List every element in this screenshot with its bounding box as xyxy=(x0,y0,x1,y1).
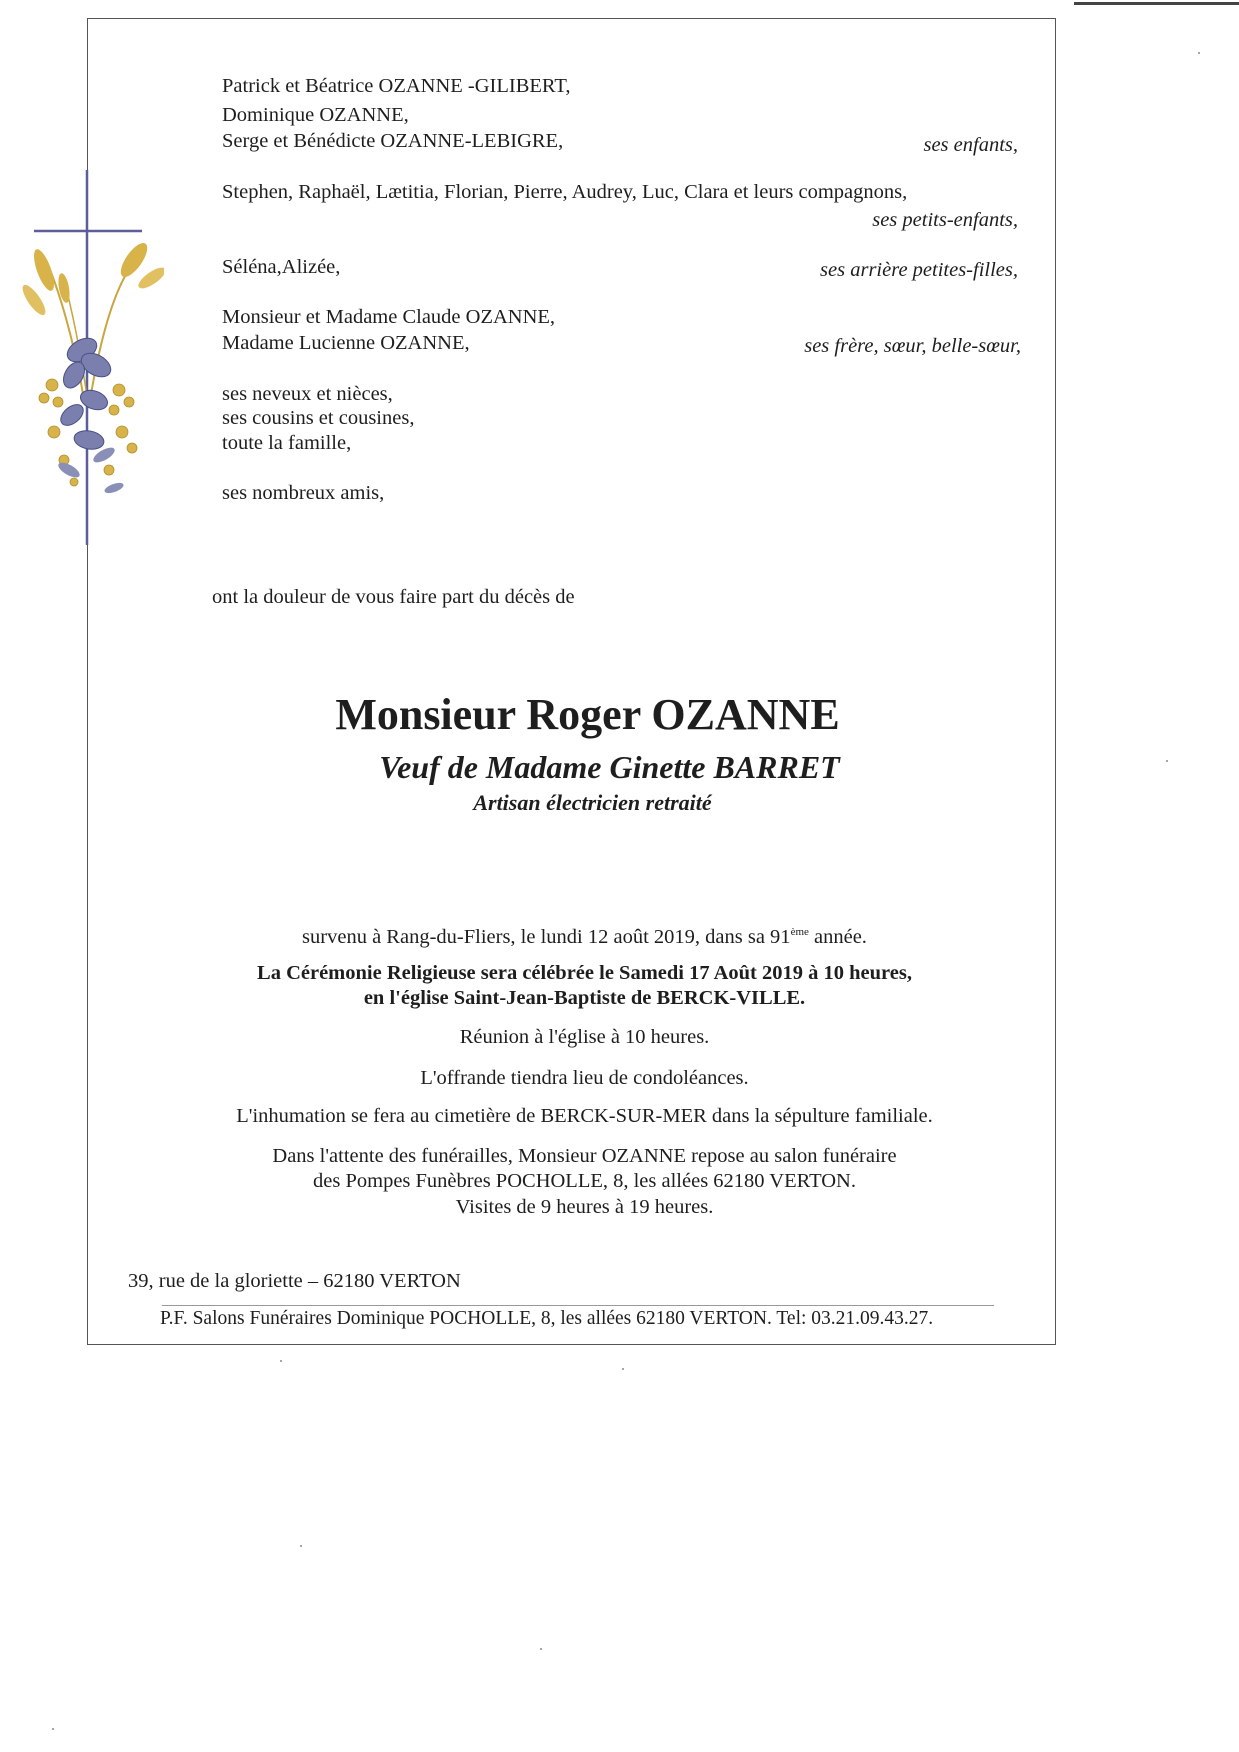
occupation: Artisan électricien retraité xyxy=(473,790,712,815)
child-2: Dominique OZANNE, xyxy=(222,104,409,126)
relation-grandchildren: ses petits-enfants, xyxy=(872,209,1018,231)
ceremony-line-2: en l'église Saint-Jean-Baptiste de BERCK-VILLE. xyxy=(363,987,806,1009)
sibling-2: Madame Lucienne OZANNE, xyxy=(222,332,470,354)
top-edge-line xyxy=(1074,2,1239,5)
cross-with-wheat-and-flowers-icon xyxy=(14,170,164,550)
offering-info: L'offrande tiendra lieu de condoléances. xyxy=(420,1067,749,1089)
scan-speck xyxy=(280,1360,282,1362)
scan-speck xyxy=(622,1368,624,1370)
other-3: toute la famille, xyxy=(222,432,352,454)
ordinal-sup: ème xyxy=(790,926,809,938)
scan-speck xyxy=(1198,52,1200,54)
burial-info: L'inhumation se fera au cimetière de BERCK-SUR-MER dans la sépulture familiale. xyxy=(236,1105,933,1127)
viewing-line-3: Visites de 9 heures à 19 heures. xyxy=(455,1196,714,1218)
widow-of: Veuf de Madame Ginette BARRET xyxy=(379,749,840,785)
footer-funeral-home: P.F. Salons Funéraires Dominique POCHOLLE, 8, les allées 62180 VERTON. Tel: 03.21.09.43.27. xyxy=(160,1308,934,1329)
scan-speck xyxy=(540,1648,542,1650)
child-3: Serge et Bénédicte OZANNE-LEBIGRE, xyxy=(222,130,564,152)
child-1: Patrick et Béatrice OZANNE -GILIBERT, xyxy=(222,75,571,97)
friends: ses nombreux amis, xyxy=(222,482,385,504)
deceased-name: Monsieur Roger OZANNE xyxy=(335,690,840,739)
relation-siblings: ses frère, sœur, belle-sœur, xyxy=(804,335,1021,357)
scan-speck xyxy=(300,1545,302,1547)
sibling-1: Monsieur et Madame Claude OZANNE, xyxy=(222,306,556,328)
viewing-line-1: Dans l'attente des funérailles, Monsieur OZANNE repose au salon funéraire xyxy=(272,1145,897,1167)
other-2: ses cousins et cousines, xyxy=(222,407,415,429)
relation-great-granddaughters: ses arrière petites-filles, xyxy=(820,259,1018,281)
scan-speck xyxy=(1166,760,1168,762)
great-granddaughters-names: Séléna,Alizée, xyxy=(222,256,341,278)
grandchildren-names: Stephen, Raphaël, Lætitia, Florian, Pierre, Audrey, Luc, Clara et leurs compagnons, xyxy=(222,181,908,203)
scan-speck xyxy=(52,1728,54,1730)
ceremony-line-1: La Cérémonie Religieuse sera célébrée le Samedi 17 Août 2019 à 10 heures, xyxy=(257,962,912,984)
relation-children: ses enfants, xyxy=(923,134,1018,156)
death-details: survenu à Rang-du-Fliers, le lundi 12 août 2019, dans sa 91ème année. xyxy=(302,925,867,948)
viewing-line-2: des Pompes Funèbres POCHOLLE, 8, les allées 62180 VERTON. xyxy=(313,1170,856,1192)
announcement: ont la douleur de vous faire part du décès de xyxy=(212,586,575,608)
footer-address: 39, rue de la gloriette – 62180 VERTON xyxy=(128,1270,461,1292)
other-1: ses neveux et nièces, xyxy=(222,383,393,405)
meeting-info: Réunion à l'église à 10 heures. xyxy=(459,1026,710,1048)
